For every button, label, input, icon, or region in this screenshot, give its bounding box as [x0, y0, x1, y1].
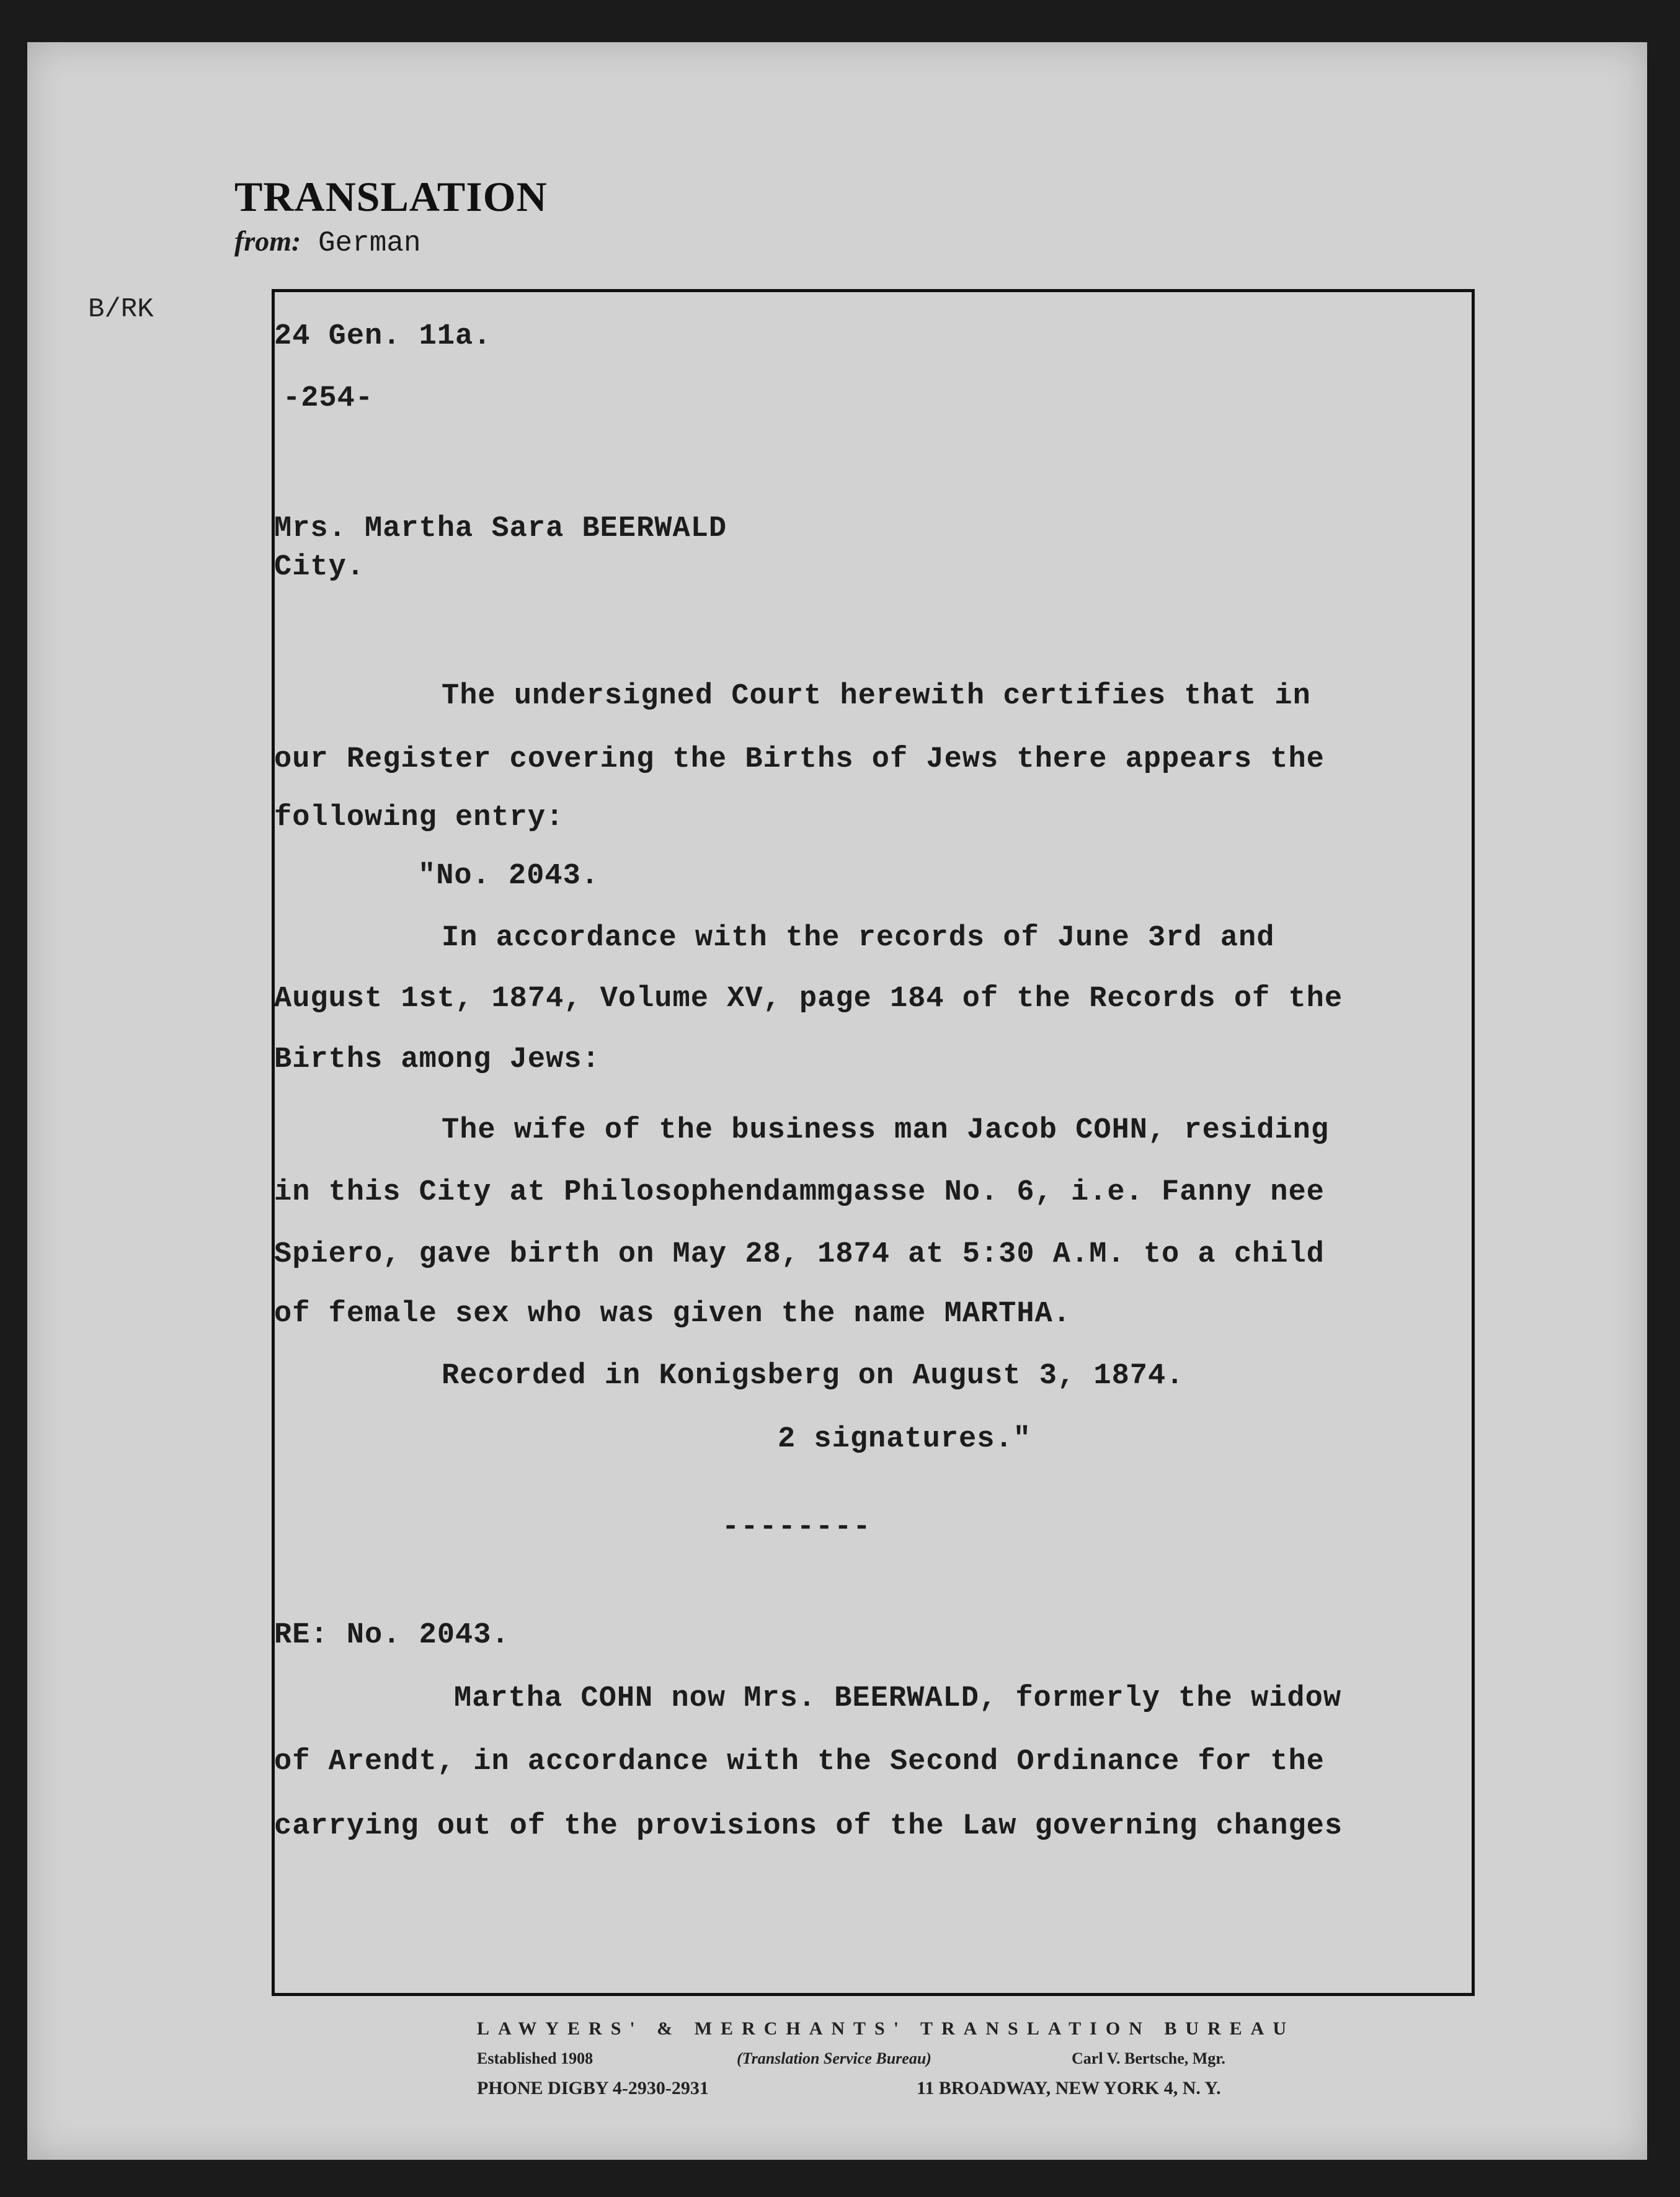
body-line-3: following entry: — [274, 801, 564, 834]
signatures-line: 2 signatures." — [778, 1423, 1031, 1456]
service-name: (Translation Service Bureau) — [737, 2049, 931, 2067]
body-line-11: of female sex who was given the name MARTHA. — [274, 1298, 1072, 1330]
source-language: German — [318, 227, 421, 259]
page-number: -254- — [283, 382, 374, 415]
body-line-12: Recorded in Konigsberg on August 3, 1874. — [442, 1360, 1184, 1393]
manager-name: Carl V. Bertsche, Mgr. — [1072, 2049, 1225, 2067]
re-line: RE: No. 2043. — [274, 1619, 510, 1652]
source-language-line — [234, 225, 421, 259]
body-line-5: In accordance with the records of June 3rd and — [442, 922, 1275, 955]
file-number: 24 Gen. 11a. — [274, 320, 492, 353]
established-year: Established 1908 — [477, 2049, 593, 2067]
phone-number: PHONE DIGBY 4-2930-2931 — [477, 2078, 709, 2098]
body-line-14: Martha COHN now Mrs. BEERWALD, formerly the widow — [454, 1682, 1342, 1715]
bureau-address: 11 BROADWAY, NEW YORK 4, N. Y. — [917, 2078, 1221, 2098]
addressee-name: Mrs. Martha Sara BEERWALD — [274, 512, 727, 545]
body-line-2: our Register covering the Births of Jews there appears the — [274, 743, 1325, 776]
body-line-15: of Arendt, in accordance with the Second Ordinance for the — [274, 1745, 1325, 1778]
body-line-1: The undersigned Court herewith certifies that in — [442, 680, 1311, 713]
bureau-name: LAWYERS' & MERCHANTS' TRANSLATION BUREAU — [477, 2018, 1296, 2039]
body-line-16: carrying out of the provisions of the Law governing changes — [274, 1810, 1343, 1843]
document-page — [27, 42, 1647, 2160]
reference-code: B/RK — [88, 294, 154, 325]
entry-number: "No. 2043. — [418, 860, 600, 893]
addressee-city: City. — [274, 551, 365, 584]
body-line-6: August 1st, 1874, Volume XV, page 184 of the Records of the — [274, 983, 1343, 1015]
document-title: TRANSLATION — [234, 173, 548, 220]
body-line-10: Spiero, gave birth on May 28, 1874 at 5:30 A.M. to a child — [274, 1238, 1325, 1271]
body-line-8: The wife of the business man Jacob COHN, residing — [442, 1114, 1330, 1147]
body-line-9: in this City at Philosophendammgasse No. 6, i.e. Fanny nee — [274, 1176, 1325, 1209]
from-label: from: — [234, 225, 301, 257]
section-divider: -------- — [722, 1511, 872, 1544]
body-line-7: Births among Jews: — [274, 1043, 600, 1076]
